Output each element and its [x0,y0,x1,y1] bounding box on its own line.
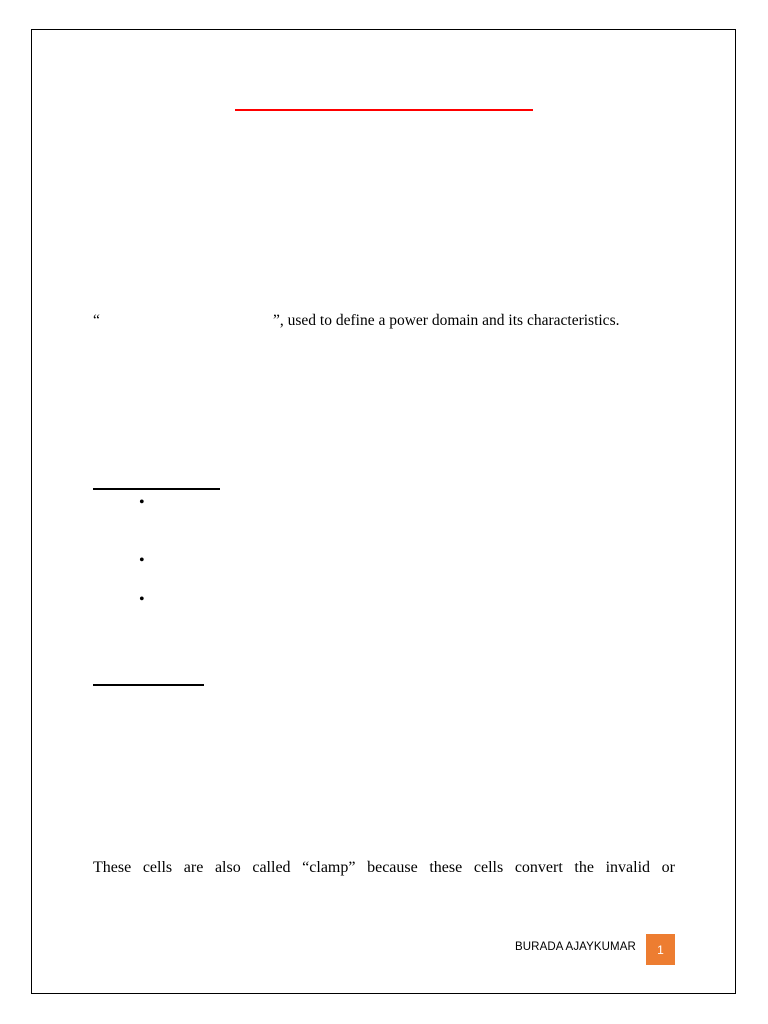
section-heading-underline-1 [93,488,220,490]
footer-author: BURADA AJAYKUMAR [515,941,636,953]
intro-text: ”, used to define a power domain and its characteristics. [273,312,620,329]
intro-open-quote: “ [93,312,100,329]
section-heading-underline-2 [93,684,204,686]
bullet-point: • [139,591,145,608]
title-underline [235,109,533,111]
bullet-point: • [139,494,145,511]
page-border [31,29,736,994]
page-number-badge [646,934,675,965]
page-number: 1 [657,942,664,957]
bullet-point: • [139,552,145,569]
body-paragraph-line: These cells are also called “clamp” because these cells convert the invalid or [93,859,675,876]
